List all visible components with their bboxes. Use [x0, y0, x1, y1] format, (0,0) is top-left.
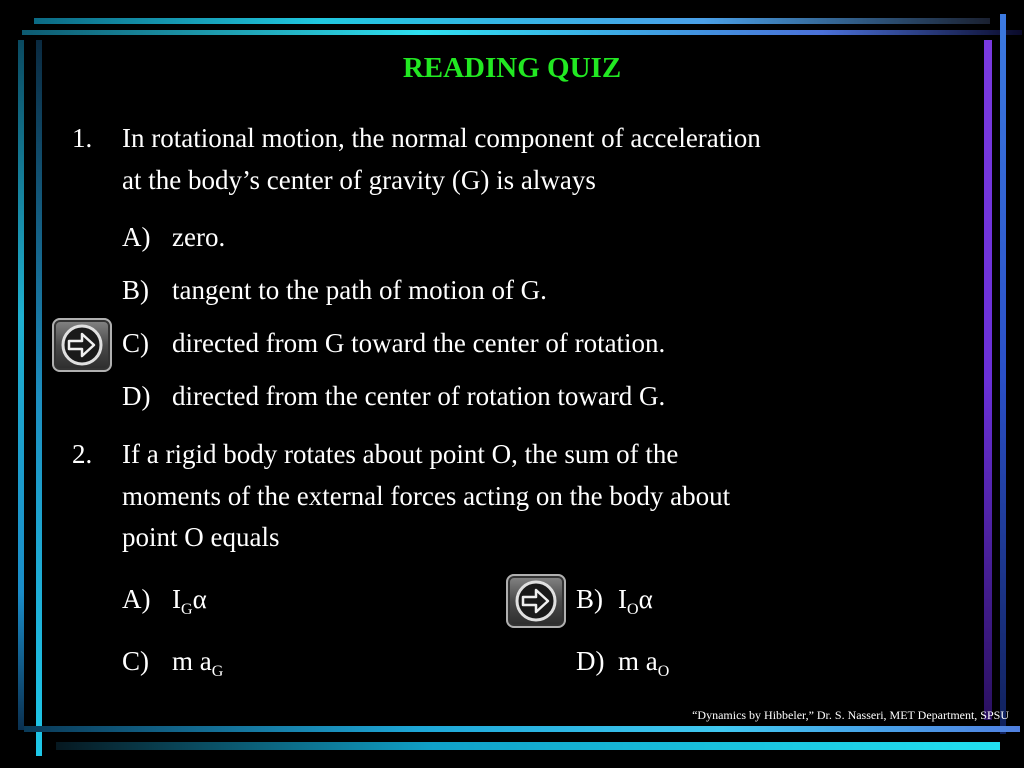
q1-option-b-text: tangent to the path of motion of G. — [172, 275, 547, 305]
frame-bar-right — [1000, 14, 1006, 734]
q2-option-a-text: $I_G\alpha$ — [172, 584, 207, 618]
q2-option-d-label: D) — [576, 646, 605, 676]
q1-option-a-label: A) — [122, 222, 151, 252]
q2-text-line1: If a rigid body rotates about point O, the sum of the — [122, 439, 679, 469]
frame-bar-top — [34, 18, 990, 24]
frame-bar-bottom-inner — [24, 726, 1020, 732]
q1-option-d-text: directed from the center of rotation toward G. — [172, 381, 666, 411]
q1-text-line2: at the body’s center of gravity (G) is always — [122, 165, 596, 195]
frame-bar-top-inner — [22, 30, 1022, 35]
q1-option-b-label: B) — [122, 275, 149, 305]
frame-bar-left — [18, 40, 24, 730]
q1-option-d-label: D) — [122, 381, 151, 411]
q2-option-b-text: $I_O\alpha$ — [618, 584, 653, 618]
q2-option-c-text: m $a_G$ — [172, 646, 224, 680]
q2-option-d-text: m $a_O$ — [618, 646, 670, 680]
frame-bar-right-inner — [984, 40, 992, 720]
frame-bar-left-inner — [36, 40, 42, 756]
q2-text-line3: point O equals — [122, 522, 280, 552]
arrow-right-icon — [57, 320, 107, 370]
q2-option-b-label: B) — [576, 584, 603, 614]
q2-option-a-label: A) — [122, 584, 151, 614]
frame-bar-bottom — [56, 742, 1000, 750]
q2-answer-marker-button[interactable] — [506, 574, 566, 628]
q1-answer-marker-button[interactable] — [52, 318, 112, 372]
q1-option-a-text: zero. — [172, 222, 226, 252]
q2-text-line2: moments of the external forces acting on the body about — [122, 481, 731, 511]
q1-option-c-label: C) — [122, 328, 149, 358]
slide-title: READING QUIZ — [402, 52, 622, 84]
q2-option-c-label: C) — [122, 646, 149, 676]
q1-text-line1: In rotational motion, the normal component of acceleration — [122, 123, 761, 153]
slide-footer: “Dynamics by Hibbeler,” Dr. S. Nasseri, MET Department, SPSU — [692, 708, 1009, 722]
q1-number: 1. — [72, 123, 93, 153]
q2-number: 2. — [72, 439, 93, 469]
q1-option-c-text: directed from G toward the center of rotation. — [172, 328, 666, 358]
arrow-right-icon — [511, 576, 561, 626]
